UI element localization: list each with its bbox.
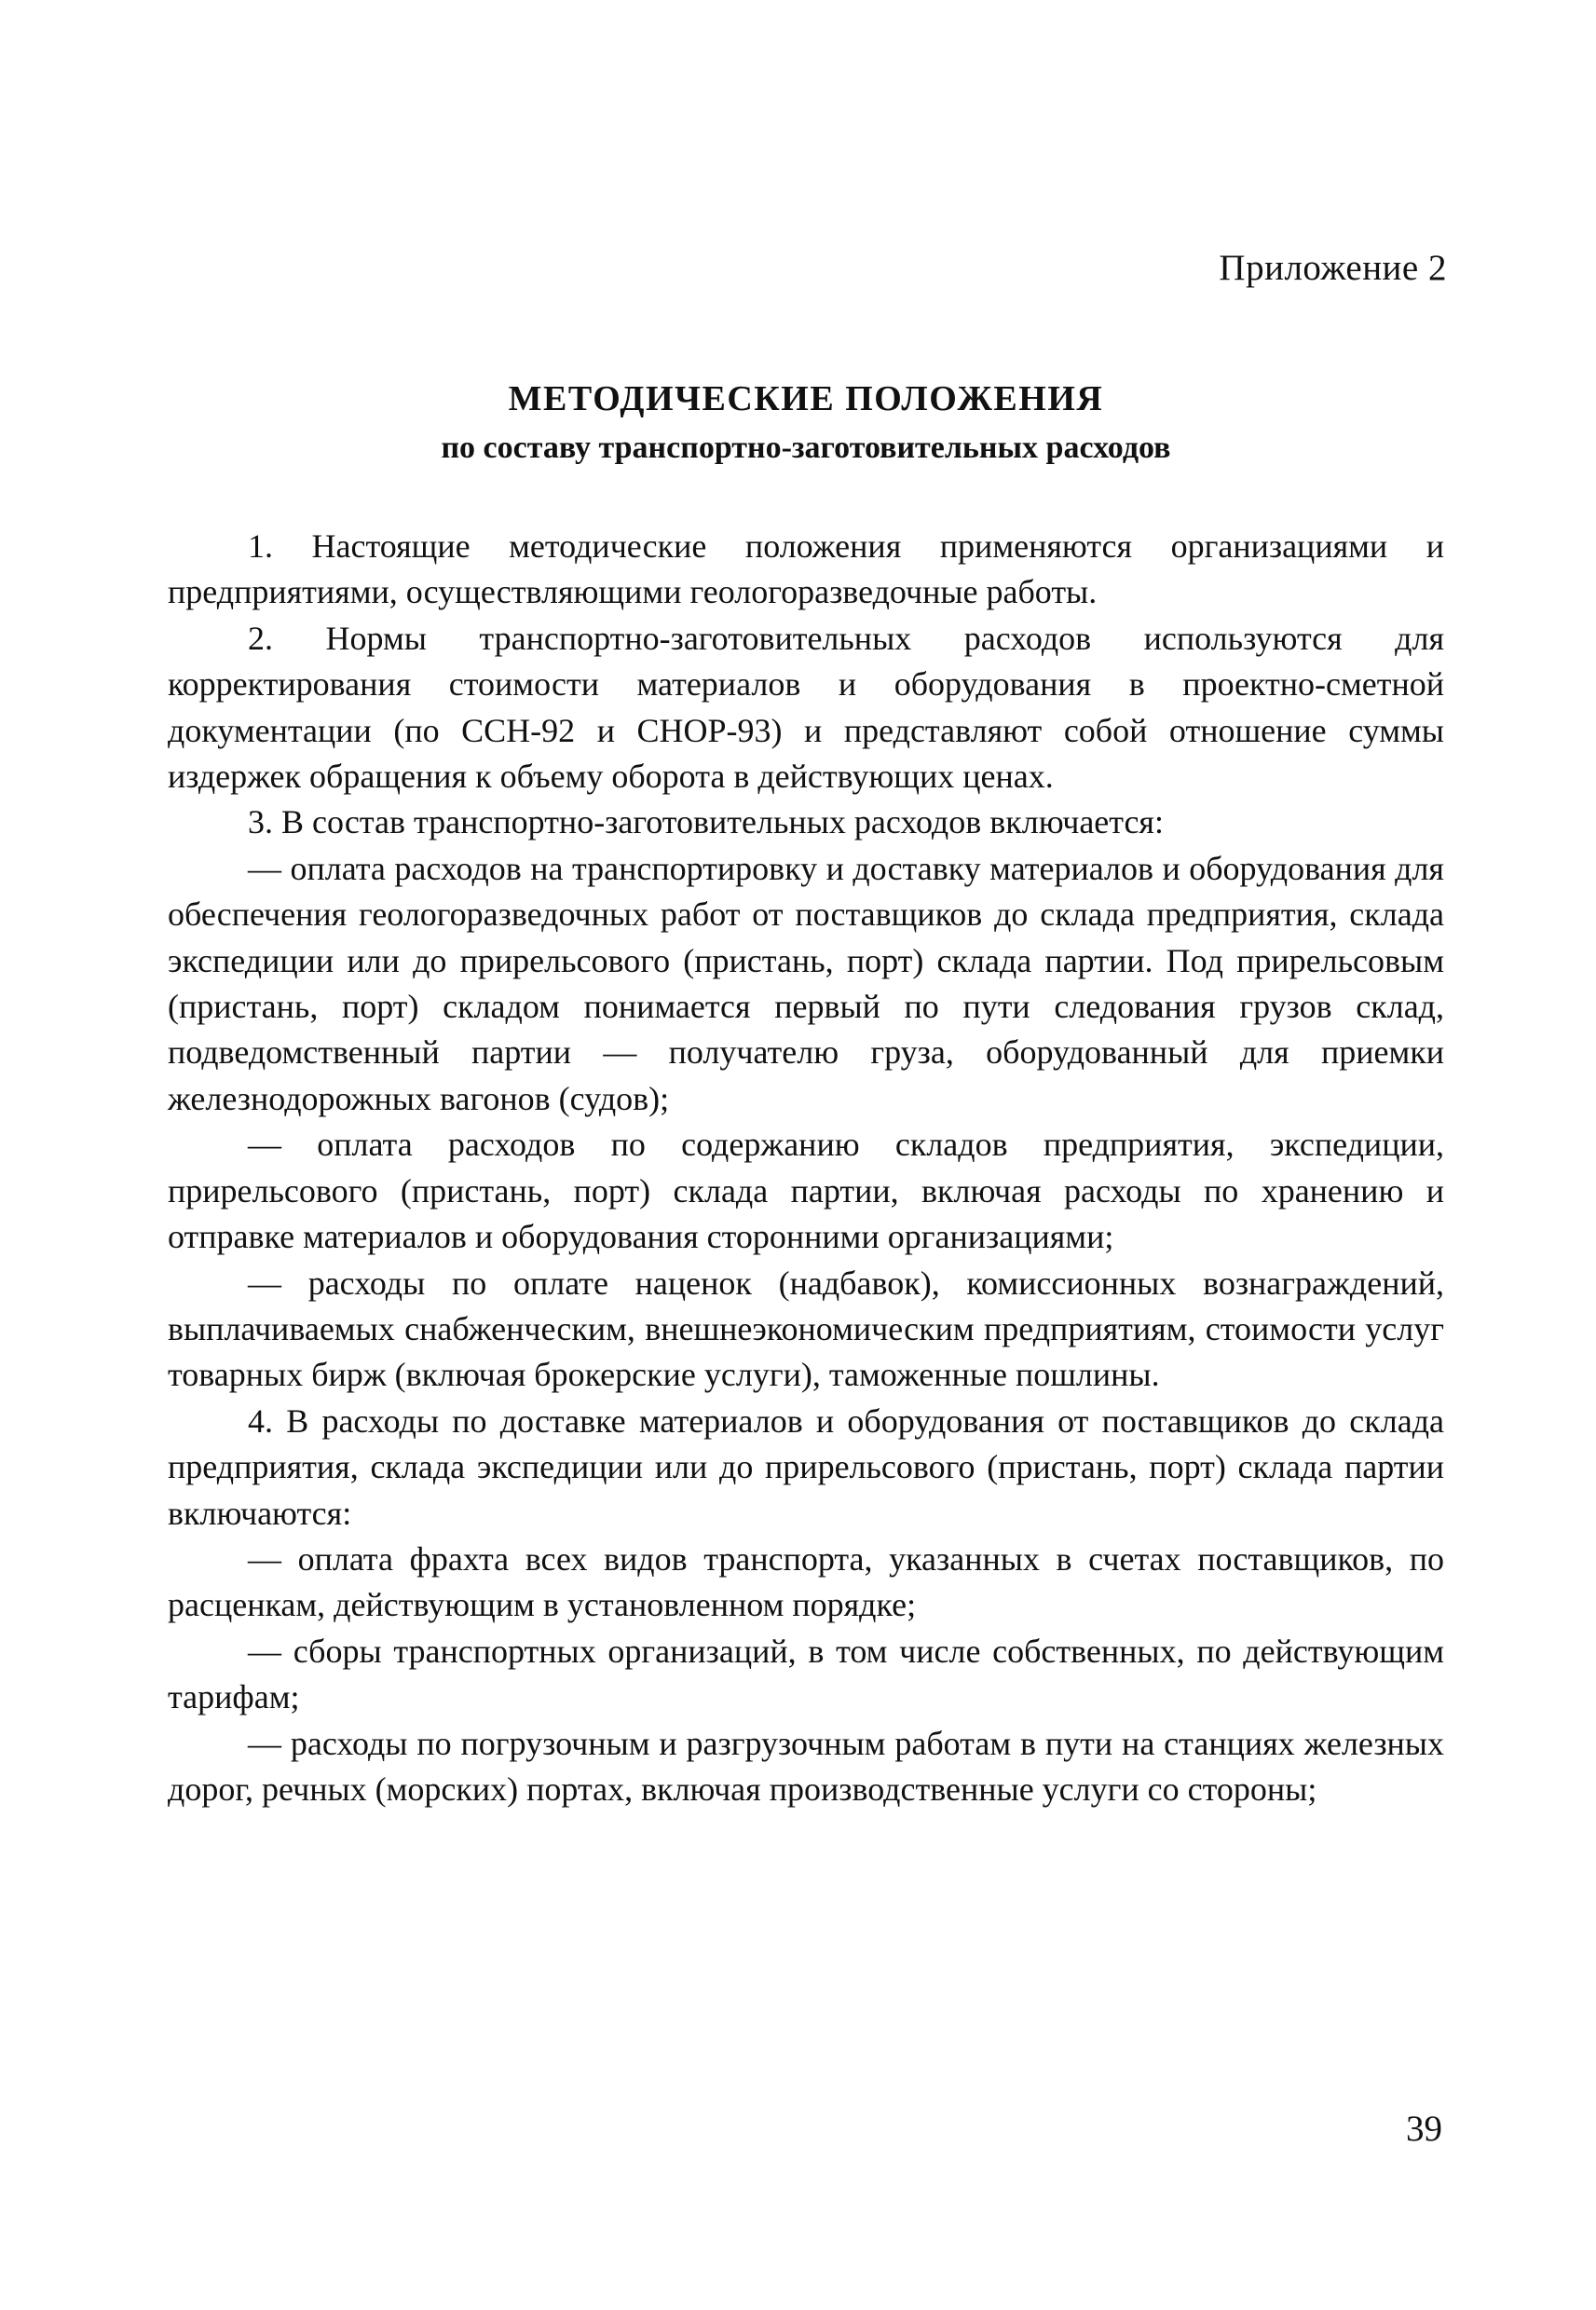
list-item-loading-costs: — расходы по погрузочным и разгрузочным работам в пути на станциях железных дорог, речных (морских) портах, включая производственные услуги со стороны; <box>168 1724 1444 1808</box>
paragraph-1: 1. Настоящие методические положения применяются организациями и предприятиями, осуществляющими геологоразведочные работы. <box>168 527 1444 611</box>
list-item-markup-costs: — расходы по оплате наценок (надбавок), комиссионных вознаграждений, выплачиваемых снабженческим, внешнеэкономическим предприятиям, стоимости услуг товарных бирж (включая брокерские услуги), таможенные пошлины. <box>168 1264 1444 1394</box>
paragraph-2: 2. Нормы транспортно-заготовительных расходов используются для корректирования стоимости материалов и оборудования в проектно-сметной документации (по ССН-92 и СНОР-93) и представляют собой отношение суммы издержек обращения к объему оборота в действующих ценах. <box>168 619 1444 796</box>
paragraph-3: 3. В состав транспортно-заготовительных расходов включается: <box>248 803 1164 841</box>
document-title: МЕТОДИЧЕСКИЕ ПОЛОЖЕНИЯ <box>508 379 1104 418</box>
list-item-freight: — оплата фрахта всех видов транспорта, указанных в счетах поставщиков, по расценкам, действующим в установленном порядке; <box>168 1539 1444 1624</box>
appendix-label: Приложение 2 <box>1219 248 1447 288</box>
list-item-warehouse-costs: — оплата расходов по содержанию складов предприятия, экспедиции, прирельсового (пристань, порт) склада партии, включая расходы по хранению и отправке материалов и оборудования сторонними организациями; <box>168 1126 1444 1256</box>
page-number: 39 <box>1406 2109 1442 2149</box>
paragraph-4: 4. В расходы по доставке материалов и оборудования от поставщиков до склада предприятия, склада экспедиции или до прирельсового (пристань, порт) склада партии включаются: <box>168 1401 1444 1532</box>
list-item-transport-costs: — оплата расходов на транспортировку и доставку материалов и оборудования для обеспечения геологоразведочных работ от поставщиков до склада предприятия, склада экспедиции или до прирельсового (пристань, порт) склада партии. Под прирельсовым (пристань, порт) складом понимается первый по пути следования грузов склад, подведомственный партии — получателю груза, оборудованный для приемки железнодорожных вагонов (судов); <box>168 849 1444 1117</box>
body-text <box>168 524 1444 1812</box>
list-item-fees: — сборы транспортных организаций, в том числе собственных, по действующим тарифам; <box>168 1632 1444 1716</box>
document-subtitle: по составу транспортно-заготовительных расходов <box>441 431 1171 465</box>
